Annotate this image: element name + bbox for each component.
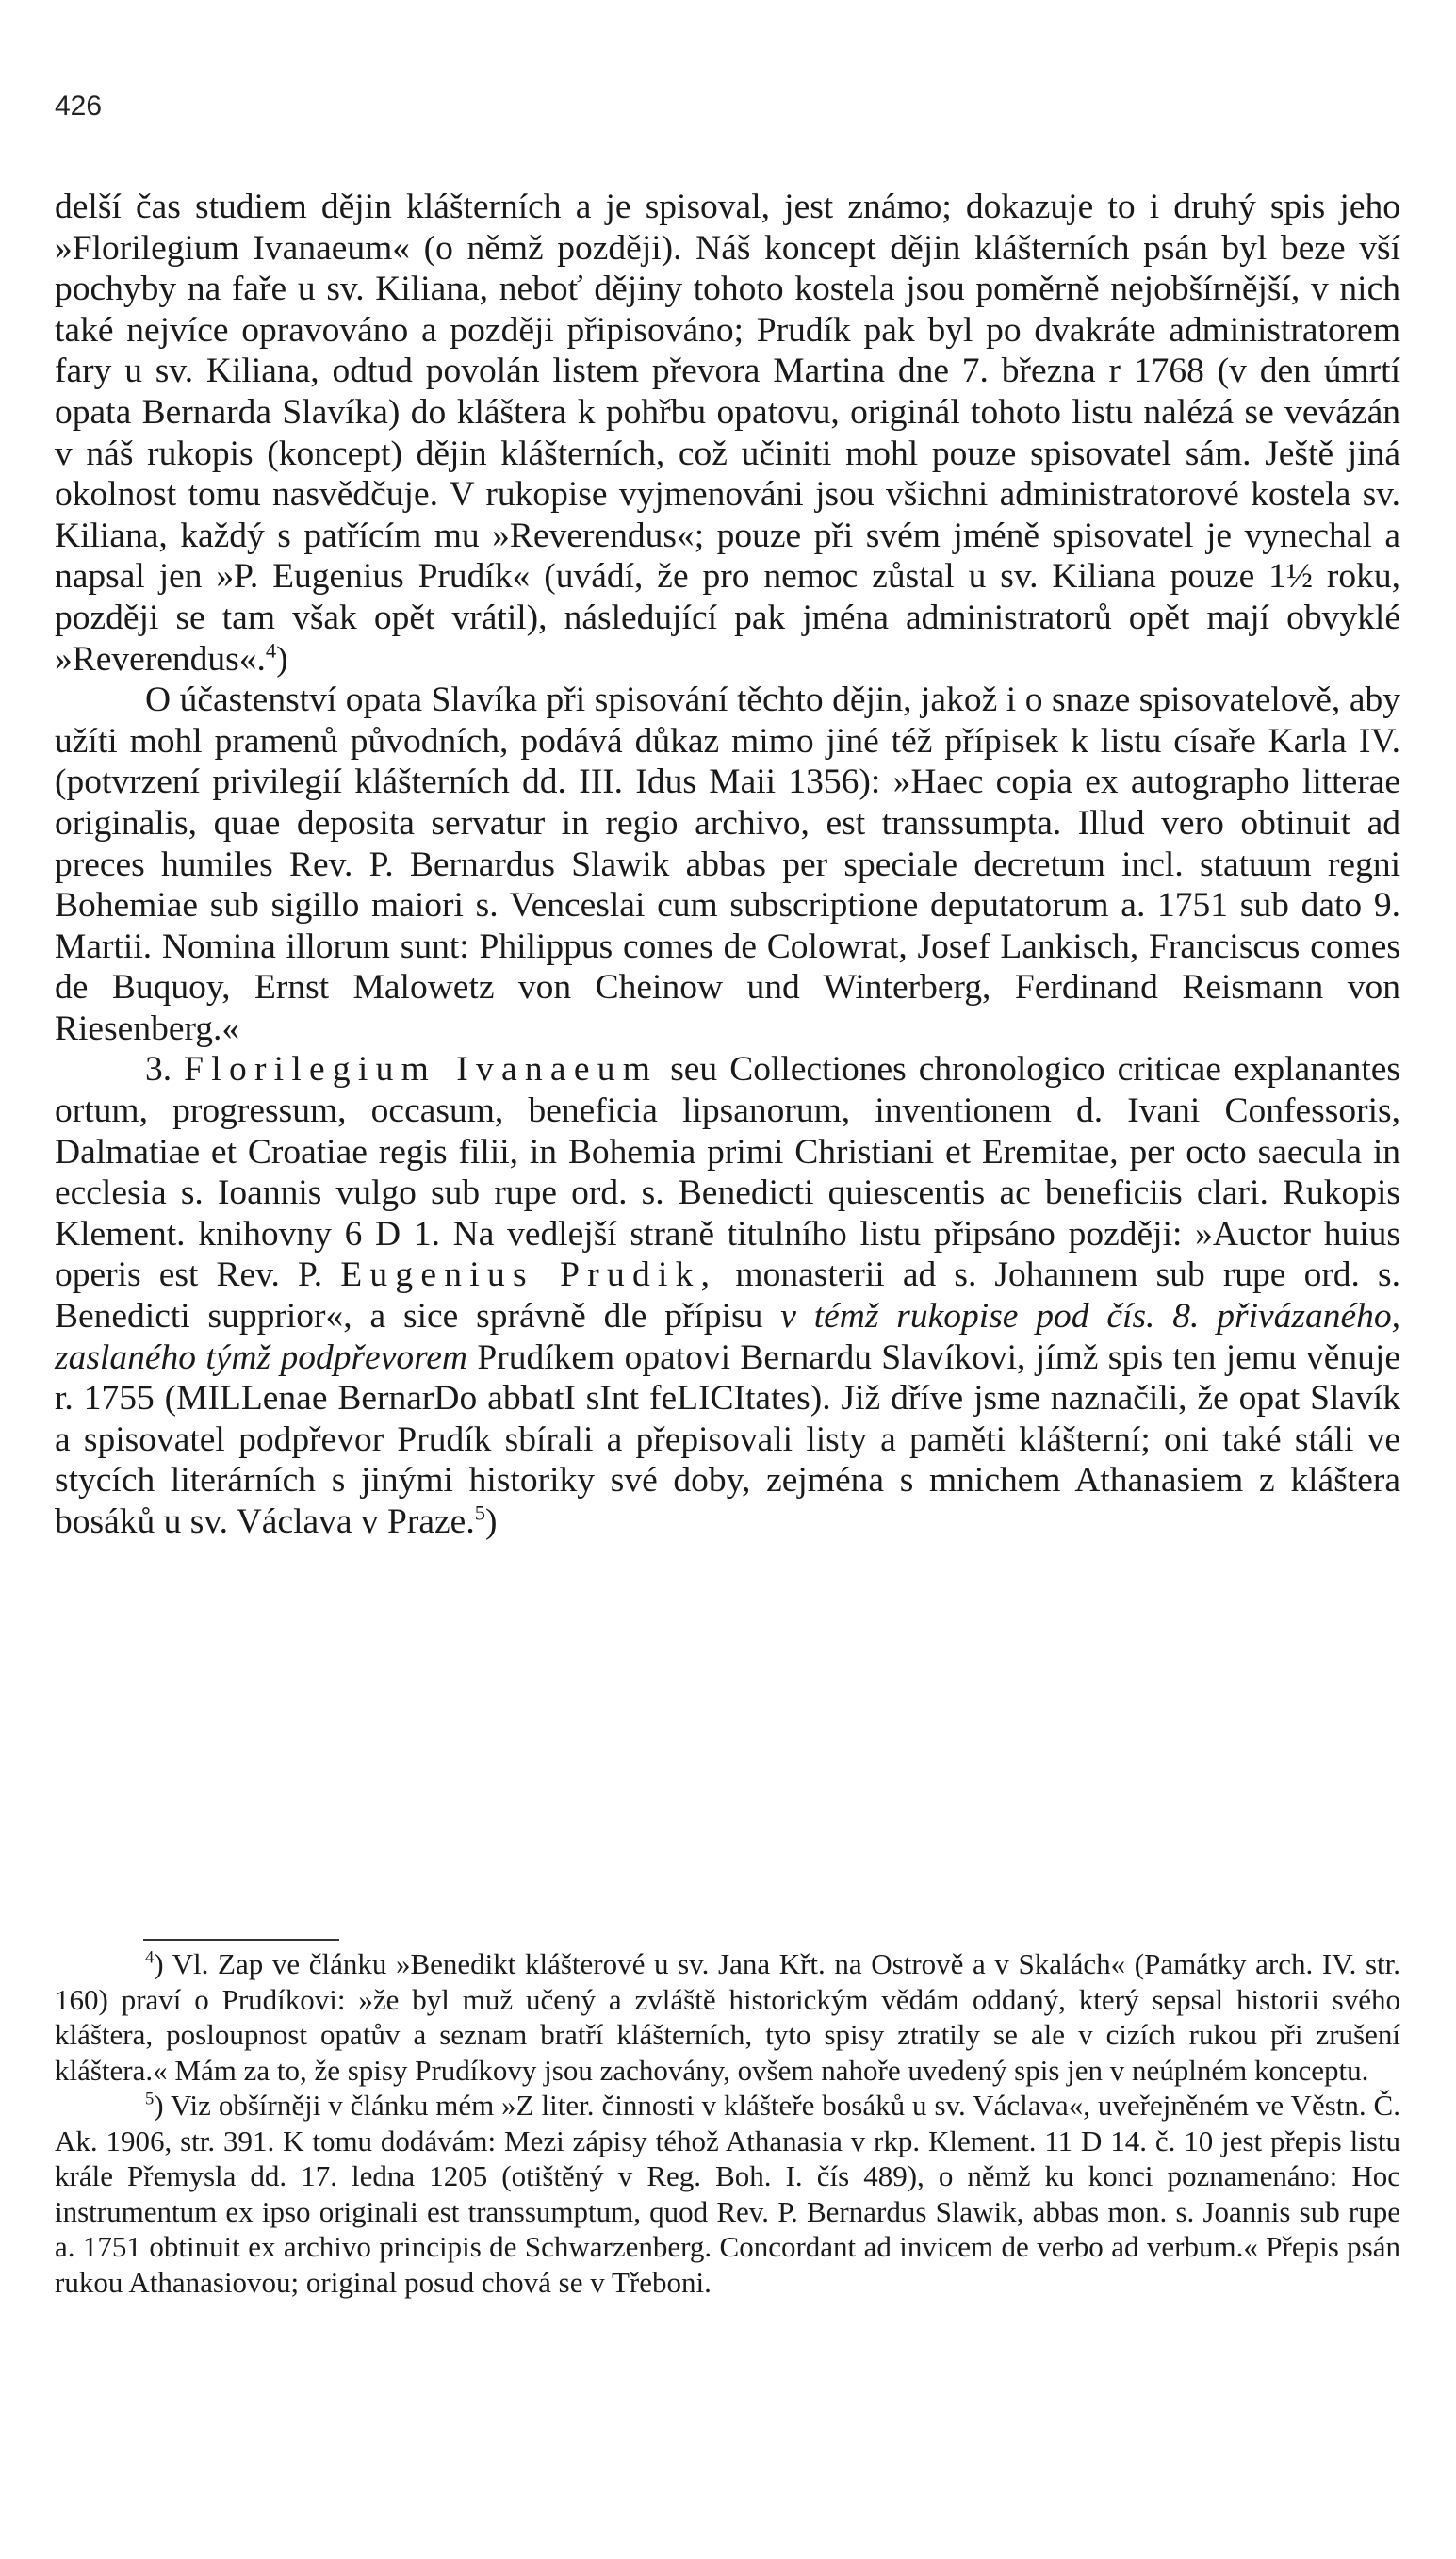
paragraph-3-text-c: Prudíkem opatovi Bernardu Slavíkovi, jímž spis ten jemu věnuje r. 1755 (MILLenae BernarDo abbatI sInt feLICItates). Již dříve jsme naznačili, že opat Slavík a spisovatel podpřevor Prudík sbírali a přepisovali listy a paměti klášterní; oni také stáli ve stycích literárních s jinými historiky své doby, zejména s mnichem Athanasiem z kláštera bosáků u sv. Václava v Praze. xyxy=(55,1337,1400,1541)
footnote-mark: 4 xyxy=(145,1947,155,1968)
paragraph-3-text-b: monasterii ad s. Johannem sub rupe ord. s. Benedicti supprior«, a sice správně dle přípisu xyxy=(55,1255,1401,1337)
paragraph-3-text-a: seu Collectiones chronologico criticae explanantes ortum, progressum, occasum, beneficia lipsanorum, inventionem d. Ivani Confessoris, Dalmatiae et Croatiae regis filii, in Bohemia primi Christiani et Eremitae, per octo saecula in ecclesia s. Ioannis vulgo sub rupe ord. s. Benedicti quiescentis ac beneficiis clari. Rukopis Klement. knihovny 6 D 1. Na vedlejší straně titulního listu připsáno později: »Auctor huius operis est Rev. P. xyxy=(55,1050,1401,1295)
footnote-ref-paren: ) xyxy=(276,639,288,679)
page-number: 426 xyxy=(55,90,103,122)
section-number: 3. xyxy=(145,1050,172,1090)
footnote-ref-paren: ) xyxy=(484,1502,498,1541)
footnote-ref-5[interactable]: 5 xyxy=(474,1501,485,1525)
paragraph-1 xyxy=(55,187,1400,680)
footnote-text: ) Viz obšírněji v článku mém »Z liter. činnosti v klášteře bosáků u sv. Václava«, uveřejněném ve Věstn. Č. Ak. 1906, str. 391. K tomu dodávám: Mezi zápisy téhož Athanasia v rkp. Klement. 11 D 14. č. 10 jest přepis listu krále Přemysla dd. 17. ledna 1205 (otištěný v Reg. Boh. I. čís 489), o němž ku konci poznamenáno: Hoc instrumentum ex ipso originali est transsumptum, quod Rev. P. Bernardus Slawik, abbas mon. s. Joannis sub rupe a. 1751 obtinuit ex archivo principis de Schwarzenberg. Concordant ad invicem de verbo ad verbum.« Přepis psán rukou Athanasiovou; original posud chová se v Třeboni. xyxy=(55,2089,1400,2299)
work-title: Florilegium Ivanaeum xyxy=(184,1050,659,1090)
footnote-mark: 5 xyxy=(145,2089,155,2109)
paragraph-1-text: delší čas studiem dějin klášterních a je spisoval, jest známo; dokazuje to i druhý spis jeho »Florilegium Ivanaeum« (o němž později). Náš koncept dějin klášterních psán byl beze vší pochyby na faře u sv. Kiliana, neboť dějiny tohoto kostela jsou poměrně nejobšírnější, v nich také nejvíce opravováno a později připisováno; Prudík pak byl po dvakráte administratorem fary u sv. Kiliana, odtud povolán listem převora Martina dne 7. března r 1768 (v den úmrtí opata Bernarda Slavíka) do kláštera k pohřbu opatovu, originál tohoto listu nalézá se vevázán v náš rukopis (koncept) dějin klášterních, což učiniti mohl pouze spisovatel sám. Ještě jiná okolnost tomu nasvědčuje. V rukopise vyjmenováni jsou všichni administratorové kostela sv. Kiliana, každý s patřícím mu »Reverendus«; pouze při svém jméně spisovatel je vynechal a napsal jen »P. Eugenius Prudík« (uvádí, že pro nemoc zůstal u sv. Kiliana pouze 1½ roku, později se tam však opět vrátil), následující pak jména administratorů opět mají obvyklé »Reverendus«. xyxy=(55,188,1400,679)
footnote-text: ) Vl. Zap ve článku »Benedikt klášterové u sv. Jana Křt. na Ostrově a v Skalách« (Památky arch. IV. str. 160) praví o Prudíkovi: »že byl muž učený a zvláště historickým vědám oddaný, který sepsal historii svého kláštera, posloupnost opatův a seznam bratří klášterních, tyto spisy ztratily se ale v cizích rukou při zrušení kláštera.« Mám za to, že spisy Prudíkovy jsou zachovány, ovšem nahoře uvedený spis jen v neúplném konceptu. xyxy=(55,1947,1400,2087)
paragraph-3 xyxy=(55,1049,1400,1542)
footnote-divider xyxy=(143,1939,339,1941)
author-name: Eugenius Prudik, xyxy=(340,1255,718,1295)
paragraph-2 xyxy=(55,680,1400,1049)
footnotes xyxy=(55,1946,1400,2300)
paragraph-3-italic: v témž rukopise pod čís. 8. přivázaného, zaslaného týmž podpřevorem xyxy=(55,1297,1400,1377)
footnote-ref-4[interactable]: 4 xyxy=(265,638,277,663)
paragraph-2-text: O účastenství opata Slavíka při spisování těchto dějin, jakož i o snaze spisovatelově, aby užíti mohl pramenů původních, podává důkaz mimo jiné též přípisek k listu císaře Karla IV. (potvrzení privilegií klášterních dd. III. Idus Maii 1356): »Haec copia ex autographo litterae originalis, quae deposita servatur in regio archivo, est transsumpta. Illud vero obtinuit ad preces humiles Rev. P. Bernardus Slawik abbas per speciale decretum incl. statuum regni Bohemiae sub sigillo maiori s. Venceslai cum subscriptione deputatorum a. 1751 sub dato 9. Martii. Nomina illorum sunt: Philippus comes de Colowrat, Josef Lankisch, Franciscus comes de Buquoy, Ernst Malowetz von Cheinow und Winterberg, Ferdinand Reismann von Riesenberg.« xyxy=(55,681,1400,1048)
main-text xyxy=(55,187,1400,1543)
footnote-4 xyxy=(55,1946,1400,2088)
footnote-5 xyxy=(55,2088,1400,2300)
